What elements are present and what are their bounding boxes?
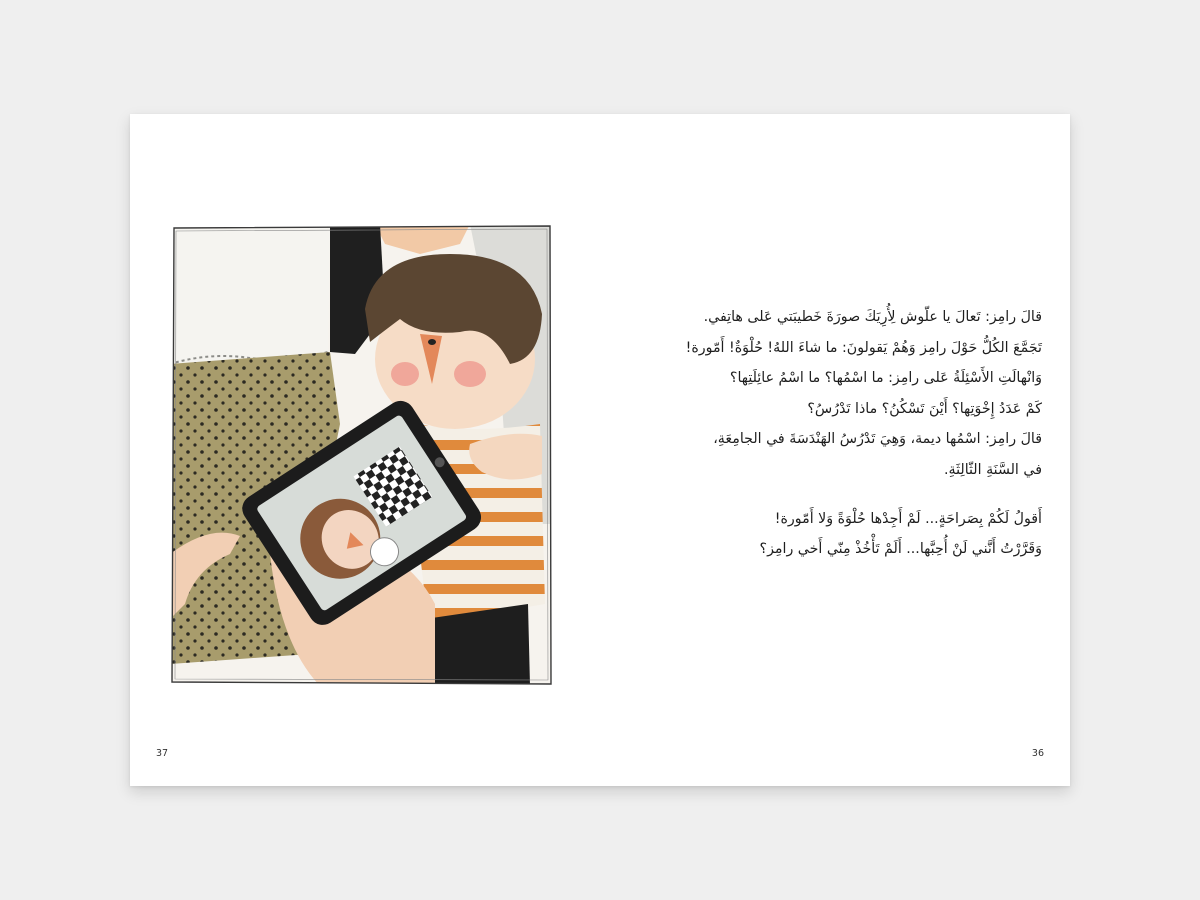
text-line: كَمْ عَدَدُ إِخْوَتِها؟ أَيْنَ تَسْكُنُ؟ ماذا تَدْرُسُ؟ xyxy=(807,400,1042,417)
book-spread xyxy=(130,114,1070,786)
paragraph-2 xyxy=(572,504,1042,565)
text-line: قالَ رامِز: اسْمُها ديمة، وَهِيَ تَدْرُسُ الهَنْدَسَةَ في الجامِعَةِ، xyxy=(713,431,1042,448)
page-number-left: 37 xyxy=(156,748,169,759)
text-line: أَقولُ لَكُمْ بِصَراحَةٍ... لَمْ أَجِدْها حُلْوَةً وَلا أَمّورة! xyxy=(774,510,1042,527)
text-line: وَانْهالَتِ الأَسْئِلَةُ عَلى رامِز: ما اسْمُها؟ ما اسْمُ عائِلَتِها؟ xyxy=(729,370,1042,387)
page-number-right: 36 xyxy=(1031,748,1044,759)
text-line: وَقَرَّرْتُ أَنَّني لَنْ أُحِبَّها... أَلَمْ تَأْخُذْ مِنّي أَخي رامِز؟ xyxy=(759,541,1042,558)
text-line: قالَ رامِز: تَعالَ يا علّوش لِأُرِيَكَ صورَةَ خَطيبَتي عَلى هاتِفي. xyxy=(703,309,1042,325)
family-looking-at-phone-illustration xyxy=(170,224,553,686)
paragraph-1 xyxy=(572,302,1042,486)
story-text xyxy=(572,302,1042,565)
text-line: في السَّنَةِ الثّالِثَةِ. xyxy=(943,461,1042,478)
text-line: تَجَمَّعَ الكُلُّ حَوْلَ رامِز وَهُمْ يَقولونَ: ما شاءَ اللهُ! حُلْوَةٌ! أَمّورة! xyxy=(685,339,1042,356)
